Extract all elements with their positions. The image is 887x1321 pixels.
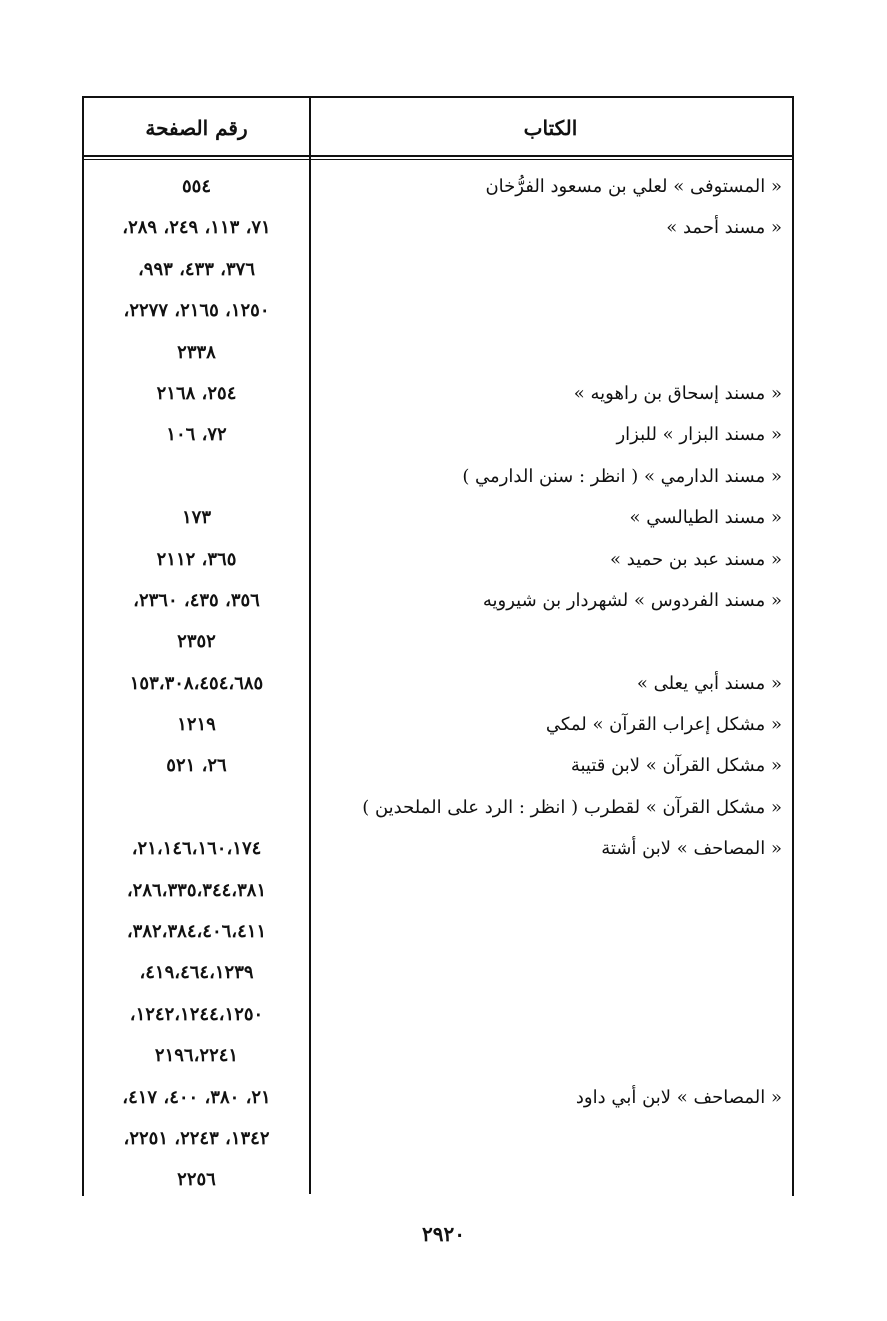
- book-title: « المصاحف » لابن أبي داود: [575, 1086, 782, 1108]
- index-rows: [84, 166, 790, 1201]
- page-numbers-cell: ١٣٤٢، ٢٢٤٣، ٢٢٥١،: [123, 1127, 270, 1149]
- book-title-cell: [312, 911, 782, 952]
- book-title-cell: [312, 621, 782, 662]
- book-title-cell: [312, 952, 782, 993]
- book-title-cell: [312, 414, 782, 455]
- page-numbers-cell: ٢٣٣٨: [177, 341, 216, 363]
- table-row: [84, 290, 790, 331]
- page-numbers-cell: ٢١،١٤٦،١٦٠،١٧٤،: [131, 838, 262, 860]
- book-title-cell: [312, 290, 782, 331]
- page-numbers-cell: ٢١٩٦،٢٢٤١: [154, 1045, 239, 1067]
- book-title: « مسند إسحاق بن راهويه »: [573, 382, 782, 404]
- book-title-cell: [312, 1118, 782, 1159]
- book-title-cell: [312, 166, 782, 207]
- page-numbers-cell: ١٢٥٠، ٢١٦٥، ٢٢٧٧،: [123, 300, 270, 322]
- page-number: ٢٩٢٠: [422, 1222, 465, 1246]
- table-row: [84, 1159, 790, 1200]
- table-row: [84, 373, 790, 414]
- table-row: [84, 456, 790, 497]
- book-title-cell: [312, 870, 782, 911]
- page-numbers-cell: ٢٦، ٥٢١: [166, 755, 227, 777]
- page-numbers-cell: ٤١٩،٤٦٤،١٢٣٩،: [139, 962, 254, 984]
- page-numbers-cell: ٢١، ٣٨٠، ٤٠٠، ٤١٧،: [122, 1086, 271, 1108]
- header-rule-thin: [82, 159, 794, 160]
- book-title: « مسند الطيالسي »: [629, 507, 782, 529]
- book-title: « مسند الدارمي » ( انظر : سنن الدارمي ): [462, 465, 782, 487]
- table-row: [84, 870, 790, 911]
- page-numbers-cell: [84, 787, 309, 828]
- table-row: [84, 621, 790, 662]
- table-row: [84, 704, 790, 745]
- book-title: « مشكل القرآن » لقطرب ( انظر : الرد على الملحدين ): [362, 796, 782, 818]
- book-title-cell: [312, 1159, 782, 1200]
- book-title: « مسند البزار » للبزار: [616, 424, 782, 446]
- book-title-cell: [312, 663, 782, 704]
- table-row: [84, 1077, 790, 1118]
- page-numbers-cell: ٢٢٥٦: [177, 1169, 216, 1191]
- table-row: [84, 1118, 790, 1159]
- book-title-cell: [312, 704, 782, 745]
- book-title-cell: [312, 580, 782, 621]
- table-row: [84, 249, 790, 290]
- book-title-cell: [312, 497, 782, 538]
- book-title-cell: [312, 332, 782, 373]
- page-numbers-cell: [84, 456, 309, 497]
- page-numbers-cell: ٣٦٥، ٢١١٢: [156, 548, 237, 570]
- book-title: « المستوفى » لعلي بن مسعود الفرُّخان: [485, 176, 782, 197]
- page-numbers-cell: ٧٢، ١٠٦: [166, 424, 227, 446]
- book-title-cell: [312, 787, 782, 828]
- book-title-cell: [312, 456, 782, 497]
- column-header-page: رقم الصفحة: [145, 116, 248, 140]
- table-row: [84, 911, 790, 952]
- table-row: [84, 994, 790, 1035]
- book-title: « مسند الفردوس » لشهردار بن شيرويه: [482, 589, 782, 611]
- page-numbers-cell: ٢٣٥٢: [177, 631, 216, 653]
- table-row: [84, 207, 790, 248]
- page-numbers-cell: ٢٥٤، ٢١٦٨: [156, 382, 237, 404]
- book-title: « مشكل إعراب القرآن » لمكي: [545, 714, 782, 736]
- page-numbers-cell: ٣٥٦، ٤٣٥، ٢٣٦٠،: [133, 589, 260, 611]
- book-title: « مسند أحمد »: [666, 217, 782, 239]
- book-title: « المصاحف » لابن أشتة: [601, 838, 782, 860]
- book-title-cell: [312, 207, 782, 248]
- table-row: [84, 332, 790, 373]
- book-title-cell: [312, 828, 782, 869]
- book-title-cell: [312, 1035, 782, 1076]
- table-row: [84, 414, 790, 455]
- page-numbers-cell: ١٢١٩: [177, 714, 216, 736]
- page-numbers-cell: ١٧٣: [181, 507, 211, 529]
- table-row: [84, 663, 790, 704]
- page-numbers-cell: ١٢٤٢،١٢٤٤،١٢٥٠،: [129, 1003, 264, 1025]
- table-row: [84, 539, 790, 580]
- table-row: [84, 497, 790, 538]
- book-title-cell: [312, 539, 782, 580]
- table-row: [84, 166, 790, 207]
- page-numbers-cell: ٣٨٢،٣٨٤،٤٠٦،٤١١،: [126, 921, 267, 943]
- book-title-cell: [312, 249, 782, 290]
- table-row: [84, 1035, 790, 1076]
- table-row: [84, 828, 790, 869]
- page-numbers-cell: ٣٧٦، ٤٣٣، ٩٩٣،: [137, 258, 255, 280]
- header-rule: [82, 155, 794, 157]
- book-title-cell: [312, 373, 782, 414]
- table-row: [84, 580, 790, 621]
- book-title-cell: [312, 994, 782, 1035]
- table-row: [84, 952, 790, 993]
- column-header-book: الكتاب: [523, 116, 578, 140]
- page-numbers-cell: ١٥٣،٣٠٨،٤٥٤،٦٨٥: [129, 672, 264, 694]
- book-title: « مشكل القرآن » لابن قتيبة: [570, 755, 782, 777]
- book-title-cell: [312, 1077, 782, 1118]
- book-title: « مسند عبد بن حميد »: [610, 548, 782, 570]
- page-numbers-cell: ٧١، ١١٣، ٢٤٩، ٢٨٩،: [122, 217, 271, 239]
- page-numbers-cell: ٥٥٤: [181, 176, 211, 197]
- table-row: [84, 787, 790, 828]
- book-title-cell: [312, 745, 782, 786]
- page-numbers-cell: ٢٨٦،٣٣٥،٣٤٤،٣٨١،: [126, 879, 267, 901]
- table-row: [84, 745, 790, 786]
- book-title: « مسند أبي يعلى »: [636, 672, 782, 694]
